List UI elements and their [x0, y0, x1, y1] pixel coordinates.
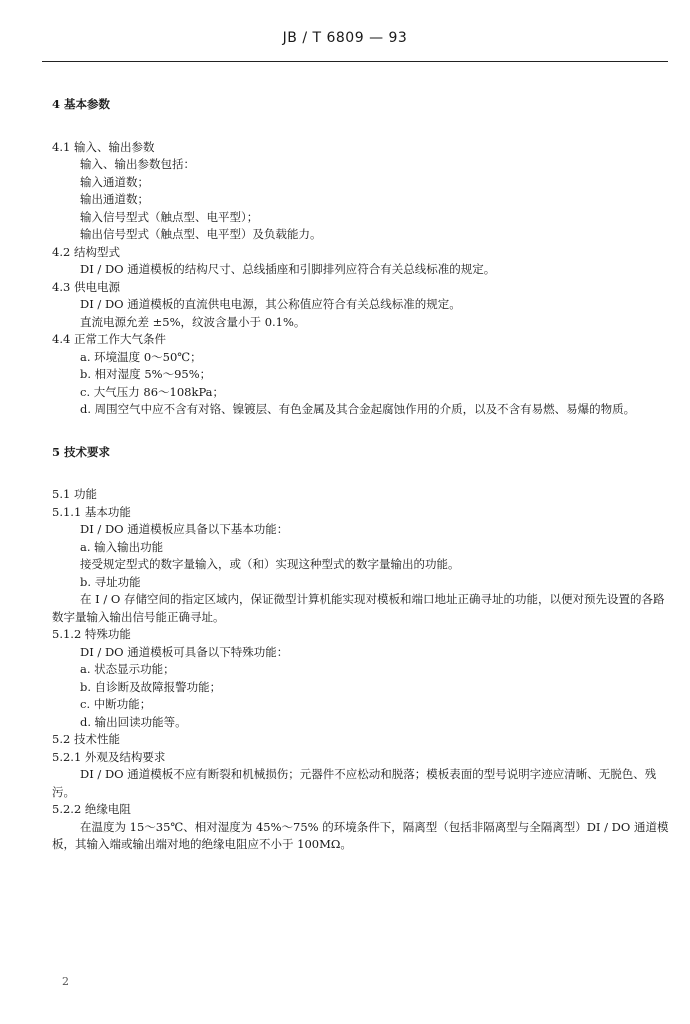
body-line: DI / DO 通道模板可具备以下特殊功能：: [80, 644, 289, 659]
document-body: [52, 96, 670, 854]
clause-heading: 4.3 供电电源: [52, 279, 120, 294]
clause-heading: 5.2.1 外观及结构要求: [52, 749, 166, 764]
clause-heading: 4.1 输入、输出参数: [52, 139, 155, 154]
body-paragraph: 在 I / O 存储空间的指定区域内，保证微型计算机能实现对模板和端口地址正确寻址的功能，以便对预先设置的各路数字量输入输出信号能正确寻址。: [52, 592, 665, 624]
body-line: DI / DO 通道模板的结构尺寸、总线插座和引脚排列应符合有关总线标准的规定。: [80, 262, 496, 276]
section-heading: 5 技术要求: [52, 444, 111, 459]
body-line: a. 输入输出功能: [80, 539, 164, 554]
body-paragraph: 在温度为 15～35℃、相对湿度为 45%～75% 的环境条件下，隔离型（包括非隔离型与全隔离型）DI / DO 通道模板，其输入端或输出端对地的绝缘电阻应不小于 100MΩ。: [52, 819, 669, 851]
body-paragraph: DI / DO 通道模板不应有断裂和机械损伤；元器件不应松动和脱落；模板表面的型号说明字迹应清晰、无脱色、残污。: [52, 767, 657, 799]
body-line: c. 中断功能；: [80, 697, 152, 711]
body-line: 输入通道数；: [80, 174, 149, 189]
body-line: b. 自诊断及故障报警功能；: [80, 679, 222, 694]
clause-heading: 5.2 技术性能: [52, 732, 120, 746]
body-paragraph: d. 周围空气中应不含有对铬、镍镀层、有色金属及其合金起腐蚀作用的介质，以及不含有易燃、易爆的物质。: [80, 402, 636, 416]
clause-heading: 5.2.2 绝缘电阻: [52, 802, 131, 816]
body-line: a. 状态显示功能；: [80, 662, 175, 676]
body-line: 输入信号型式（触点型、电平型）；: [80, 209, 259, 224]
clause-heading: 5.1.2 特殊功能: [52, 627, 131, 641]
body-line: 输出信号型式（触点型、电平型）及负载能力。: [80, 227, 322, 241]
header-rule: [42, 61, 668, 62]
body-line: DI / DO 通道模板的直流供电电源，其公称值应符合有关总线标准的规定。: [80, 297, 461, 311]
clause-heading: 5.1.1 基本功能: [52, 504, 131, 519]
body-line: b. 寻址功能: [80, 574, 141, 589]
body-line: DI / DO 通道模板应具备以下基本功能：: [80, 522, 289, 536]
page-number: 2: [62, 975, 69, 988]
body-line: c. 大气压力 86～108kPa；: [80, 384, 225, 399]
body-line: 直流电源允差 ±5%，纹波含量小于 0.1%。: [80, 314, 306, 329]
body-line: b. 相对湿度 5%～95%；: [80, 367, 212, 381]
standard-code: JB / T 6809 — 93: [282, 30, 408, 46]
clause-heading: 4.2 结构型式: [52, 244, 120, 259]
body-line: 输入、输出参数包括：: [80, 157, 195, 171]
document-header: [0, 30, 690, 46]
clause-heading: 4.4 正常工作大气条件: [52, 332, 166, 346]
body-line: d. 输出回读功能等。: [80, 714, 187, 729]
section-heading: 4 基本参数: [52, 97, 111, 111]
body-line: 接受规定型式的数字量输入，或（和）实现这种型式的数字量输出的功能。: [80, 557, 460, 571]
body-line: 输出通道数；: [80, 192, 149, 206]
clause-heading: 5.1 功能: [52, 487, 97, 501]
body-line: a. 环境温度 0～50℃；: [80, 349, 202, 364]
